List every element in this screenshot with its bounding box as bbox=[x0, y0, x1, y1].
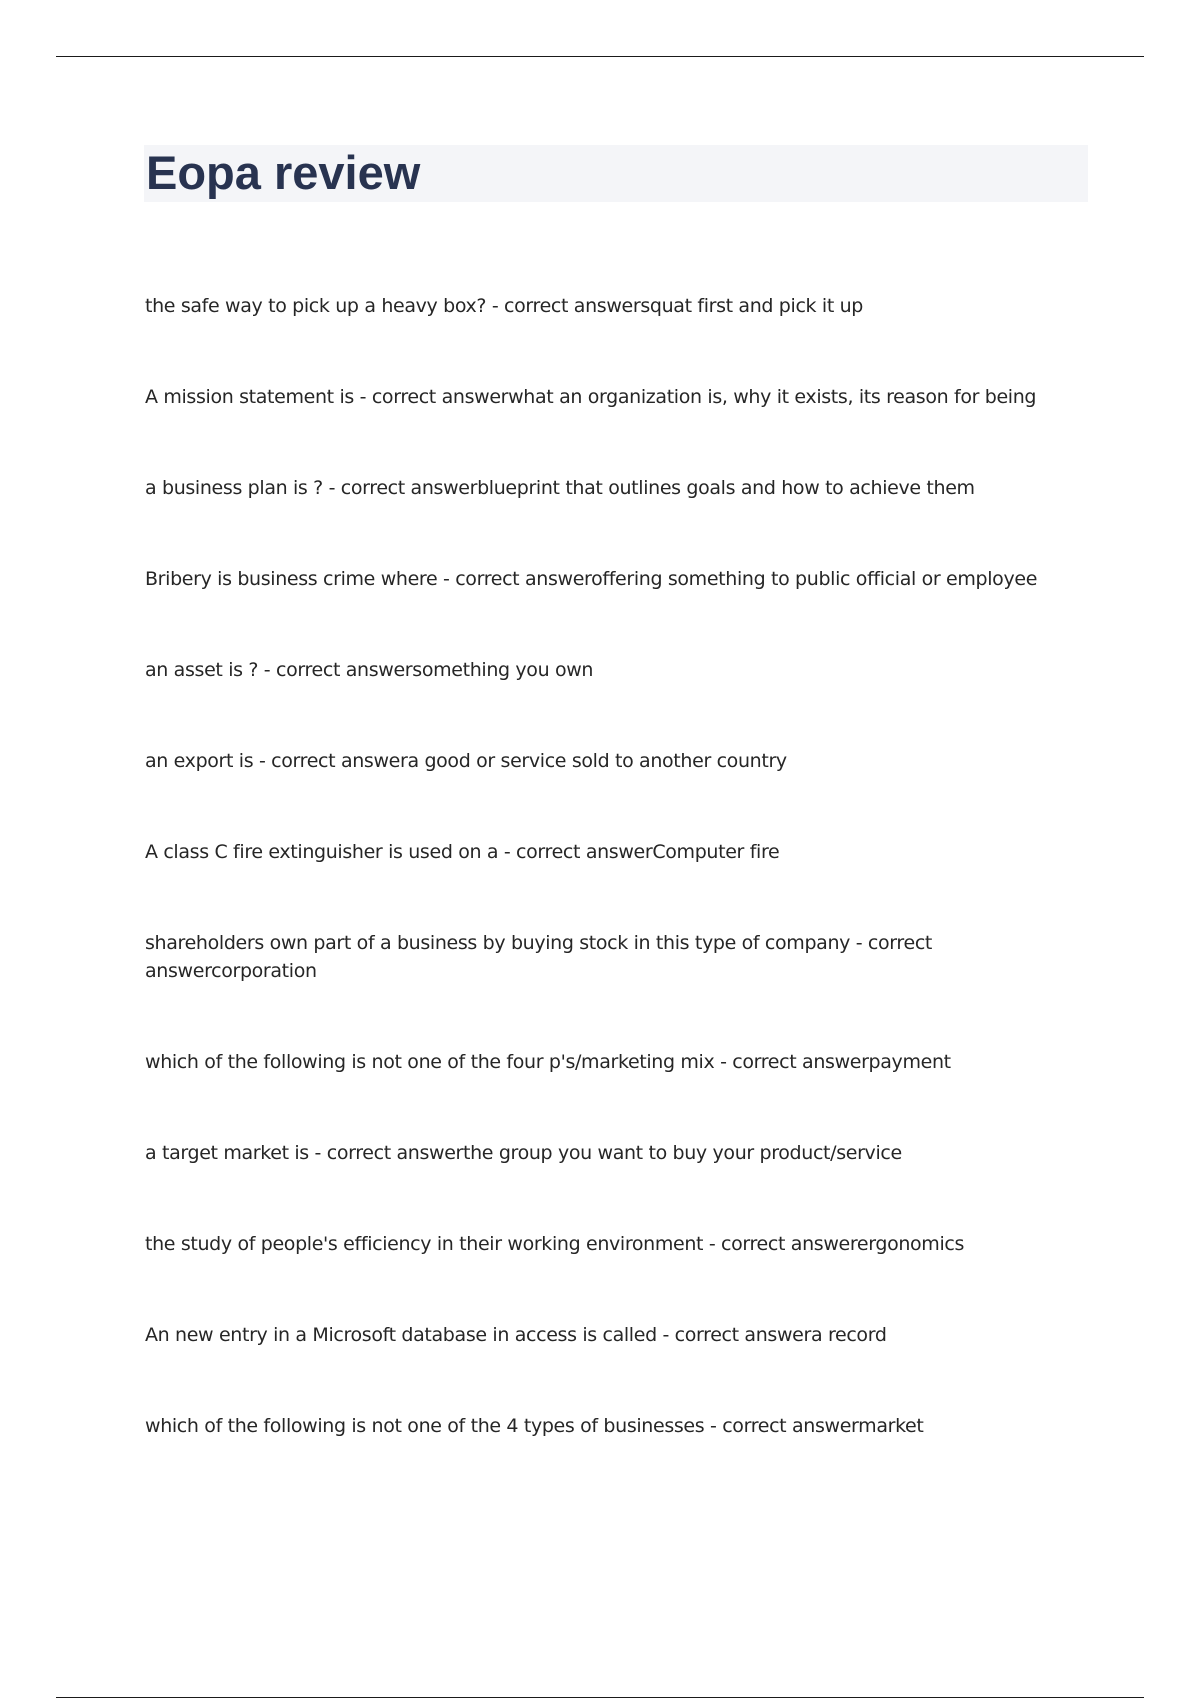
qa-item: the study of people's efficiency in their working environment - correct answerergonomics bbox=[145, 1233, 965, 1255]
qa-item: an asset is ? - correct answersomething you own bbox=[145, 659, 594, 681]
qa-item: the safe way to pick up a heavy box? - correct answersquat first and pick it up bbox=[145, 295, 864, 317]
footer-rule bbox=[56, 1697, 1144, 1698]
qa-item: which of the following is not one of the four p's/marketing mix - correct answerpayment bbox=[145, 1051, 951, 1073]
qa-item: which of the following is not one of the 4 types of businesses - correct answermarket bbox=[145, 1415, 924, 1437]
qa-item: An new entry in a Microsoft database in access is called - correct answera record bbox=[145, 1324, 887, 1346]
page-title: Eopa review bbox=[146, 146, 421, 199]
header-rule bbox=[56, 56, 1144, 57]
qa-item: an export is - correct answera good or service sold to another country bbox=[145, 750, 787, 772]
qa-item: shareholders own part of a business by buying stock in this type of company - correct answercorporation bbox=[145, 932, 933, 982]
qa-item: Bribery is business crime where - correct answeroffering something to public official or employee bbox=[145, 568, 1038, 590]
qa-item: A class C fire extinguisher is used on a - correct answerComputer fire bbox=[145, 841, 780, 863]
qa-item: a target market is - correct answerthe group you want to buy your product/service bbox=[145, 1142, 902, 1164]
qa-list bbox=[145, 292, 1045, 1503]
qa-item: A mission statement is - correct answerwhat an organization is, why it exists, its reason for being bbox=[145, 386, 1037, 408]
qa-item: a business plan is ? - correct answerblueprint that outlines goals and how to achieve them bbox=[145, 477, 975, 499]
